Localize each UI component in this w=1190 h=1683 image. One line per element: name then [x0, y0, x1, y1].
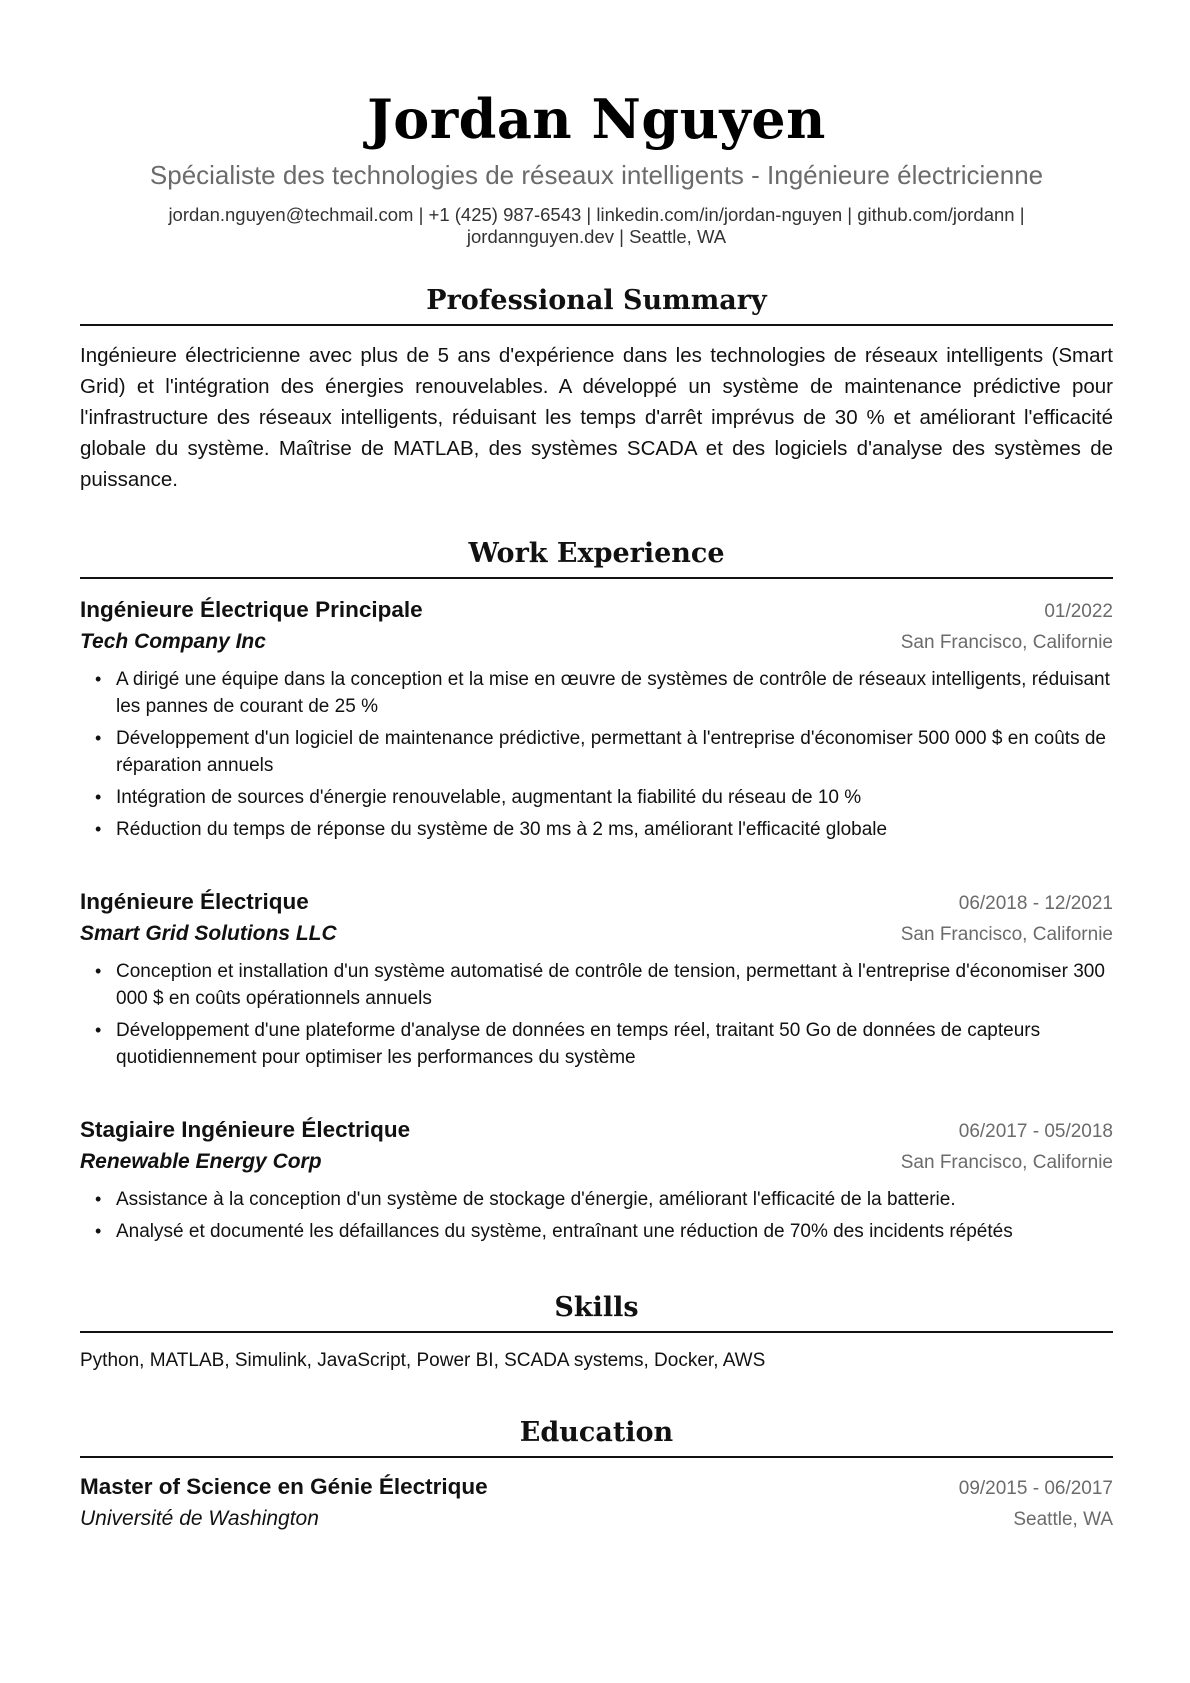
section-title: Professional Summary — [80, 282, 1113, 326]
job-entry — [80, 1115, 1113, 1245]
bullet-item: • Intégration de sources d'énergie renouvelable, augmentant la fiabilité du réseau de 10 % — [116, 784, 1113, 811]
bullet-item: • Développement d'une plateforme d'analyse de données en temps réel, traitant 50 Go de données de capteurs quotidiennement pour optimiser les performances du système — [116, 1017, 1113, 1071]
job-company-row — [80, 919, 1113, 950]
job-company-row — [80, 1147, 1113, 1178]
contact-line: jordan.nguyen@techmail.com | +1 (425) 987-6543 | linkedin.com/in/jordan-nguyen | github.com/jordann | — [168, 204, 1025, 225]
job-location: San Francisco, Californie — [900, 632, 1113, 653]
job-entry — [80, 595, 1113, 843]
job-company: Smart Grid Solutions LLC — [80, 922, 337, 945]
bullet-item: • Analysé et documenté les défaillances du système, entraînant une réduction de 70% des incidents répétés — [116, 1218, 1113, 1245]
job-company-row — [80, 627, 1113, 658]
job-title: Stagiaire Ingénieure Électrique — [80, 1117, 411, 1142]
school-location: Seattle, WA — [1013, 1509, 1113, 1530]
job-location: San Francisco, Californie — [900, 924, 1113, 945]
bullet-item: • A dirigé une équipe dans la conception et la mise en œuvre de systèmes de contrôle de réseaux intelligents, réduisant les pannes de courant de 25 % — [116, 666, 1113, 720]
job-date: 06/2018 - 12/2021 — [958, 893, 1113, 914]
skills-section — [80, 1289, 1113, 1374]
job-date: 06/2017 - 05/2018 — [958, 1121, 1113, 1142]
section-title: Skills — [80, 1289, 1113, 1333]
job-bullets — [80, 958, 1113, 1071]
degree-title: Master of Science en Génie Électrique — [80, 1474, 488, 1499]
job-company: Renewable Energy Corp — [80, 1150, 322, 1173]
experience-section — [80, 535, 1113, 1245]
bullet-item: • Conception et installation d'un système automatisé de contrôle de tension, permettant à l'entreprise d'économiser 300 000 $ en coûts opérationnels annuels — [116, 958, 1113, 1012]
education-header-row — [80, 1472, 1113, 1504]
section-title: Work Experience — [80, 535, 1113, 579]
job-title: Ingénieure Électrique Principale — [80, 597, 423, 622]
candidate-tagline: Spécialiste des technologies de réseaux intelligents - Ingénieure électricienne — [149, 160, 1044, 190]
summary-section — [80, 282, 1113, 495]
job-entry — [80, 887, 1113, 1071]
job-bullets — [80, 1186, 1113, 1245]
bullet-item: • Assistance à la conception d'un système de stockage d'énergie, améliorant l'efficacité de la batterie. — [116, 1186, 1113, 1213]
section-title: Education — [80, 1414, 1113, 1458]
education-section — [80, 1414, 1113, 1535]
bullet-item: • Réduction du temps de réponse du système de 30 ms à 2 ms, améliorant l'efficacité globale — [116, 816, 1113, 843]
school-name: Université de Washington — [80, 1507, 319, 1530]
job-header-row — [80, 887, 1113, 919]
resume-header — [80, 82, 1113, 248]
job-date: 01/2022 — [1044, 601, 1113, 622]
contact-info — [80, 204, 1113, 248]
skills-list: Python, MATLAB, Simulink, JavaScript, Power BI, SCADA systems, Docker, AWS — [80, 1350, 766, 1371]
education-date: 09/2015 - 06/2017 — [958, 1478, 1113, 1499]
job-company: Tech Company Inc — [80, 630, 266, 653]
education-entry — [80, 1472, 1113, 1535]
summary-text: Ingénieure électricienne avec plus de 5 ans d'expérience dans les technologies de réseaux intelligents (Smart Grid) et l'intégration des énergies renouvelables. A développé un système de maintenance prédictive pour l'infrastructure des réseaux intelligents, réduisant les temps d'arrêt imprévus de 30 % et améliorant l'efficacité globale du système. Maîtrise de MATLAB, des systèmes SCADA et des logiciels d'analyse des systèmes de puissance. — [80, 344, 1113, 491]
candidate-name: Jordan Nguyen — [367, 87, 826, 151]
job-header-row — [80, 595, 1113, 627]
education-school-row — [80, 1504, 1113, 1535]
job-bullets — [80, 666, 1113, 843]
bullet-item: • Développement d'un logiciel de maintenance prédictive, permettant à l'entreprise d'économiser 500 000 $ en coûts de réparation annuels — [116, 725, 1113, 779]
contact-line: jordannguyen.dev | Seattle, WA — [466, 226, 727, 247]
job-location: San Francisco, Californie — [900, 1152, 1113, 1173]
job-header-row — [80, 1115, 1113, 1147]
resume-page — [80, 82, 1113, 1535]
job-title: Ingénieure Électrique — [80, 889, 309, 914]
